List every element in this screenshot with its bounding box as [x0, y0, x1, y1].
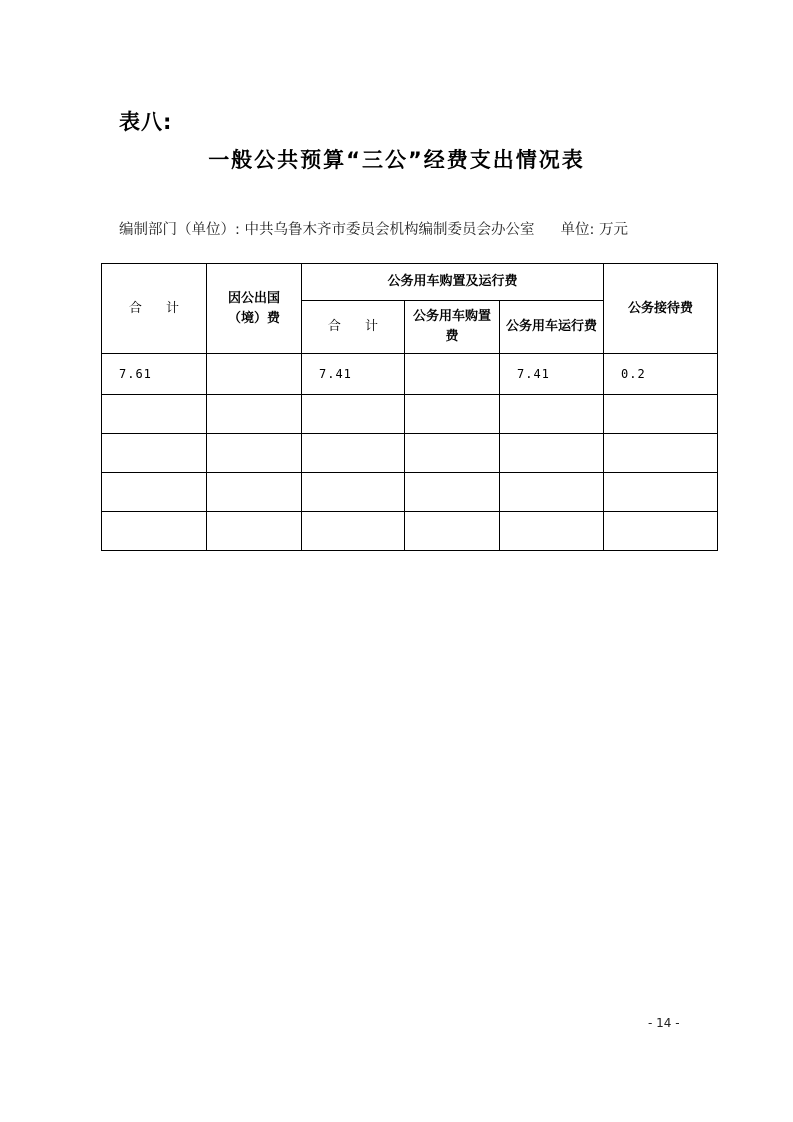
page-title: 一般公共预算“三公”经费支出情况表 — [208, 148, 585, 172]
empty-cell — [302, 395, 405, 434]
empty-cell — [207, 395, 302, 434]
header-reception: 公务接待费 — [604, 264, 718, 354]
compiler-department: 编制部门（单位）: 中共乌鲁木齐市委员会机构编制委员会办公室 — [119, 222, 535, 238]
empty-cell — [500, 395, 604, 434]
header-row-1 — [102, 264, 718, 301]
empty-cell — [207, 512, 302, 551]
cell-vehicle-total: 7.41 — [302, 354, 405, 395]
cell-vehicle-operation: 7.41 — [500, 354, 604, 395]
empty-cell — [102, 395, 207, 434]
cell-vehicle-purchase — [405, 354, 500, 395]
empty-cell — [102, 434, 207, 473]
empty-cell — [405, 434, 500, 473]
empty-cell — [102, 473, 207, 512]
empty-cell — [405, 473, 500, 512]
empty-cell — [207, 434, 302, 473]
table-row-empty — [102, 434, 718, 473]
cell-overseas — [207, 354, 302, 395]
header-vehicle-group: 公务用车购置及运行费 — [302, 264, 604, 301]
empty-cell — [207, 473, 302, 512]
empty-cell — [500, 434, 604, 473]
empty-cell — [604, 473, 718, 512]
compiler-line — [119, 220, 679, 240]
table-row-empty — [102, 473, 718, 512]
empty-cell — [604, 512, 718, 551]
cell-reception: 0.2 — [604, 354, 718, 395]
empty-cell — [500, 512, 604, 551]
empty-cell — [302, 434, 405, 473]
empty-cell — [405, 512, 500, 551]
empty-cell — [500, 473, 604, 512]
table-row — [102, 354, 718, 395]
table-label: 表八: — [119, 110, 173, 134]
header-vehicle-purchase: 公务用车购置费 — [405, 301, 500, 354]
header-vehicle-operation: 公务用车运行费 — [500, 301, 604, 354]
cell-total: 7.61 — [102, 354, 207, 395]
empty-cell — [604, 434, 718, 473]
empty-cell — [102, 512, 207, 551]
header-vehicle-total: 合 计 — [302, 301, 405, 354]
empty-cell — [405, 395, 500, 434]
expense-table — [101, 263, 718, 551]
empty-cell — [302, 512, 405, 551]
unit-label: 单位: 万元 — [560, 222, 628, 238]
header-total: 合 计 — [102, 264, 207, 354]
table-row-empty — [102, 395, 718, 434]
empty-cell — [302, 473, 405, 512]
table-row-empty — [102, 512, 718, 551]
empty-cell — [604, 395, 718, 434]
page-number: - 14 - — [648, 1016, 680, 1030]
header-overseas: 因公出国（境）费 — [207, 264, 302, 354]
